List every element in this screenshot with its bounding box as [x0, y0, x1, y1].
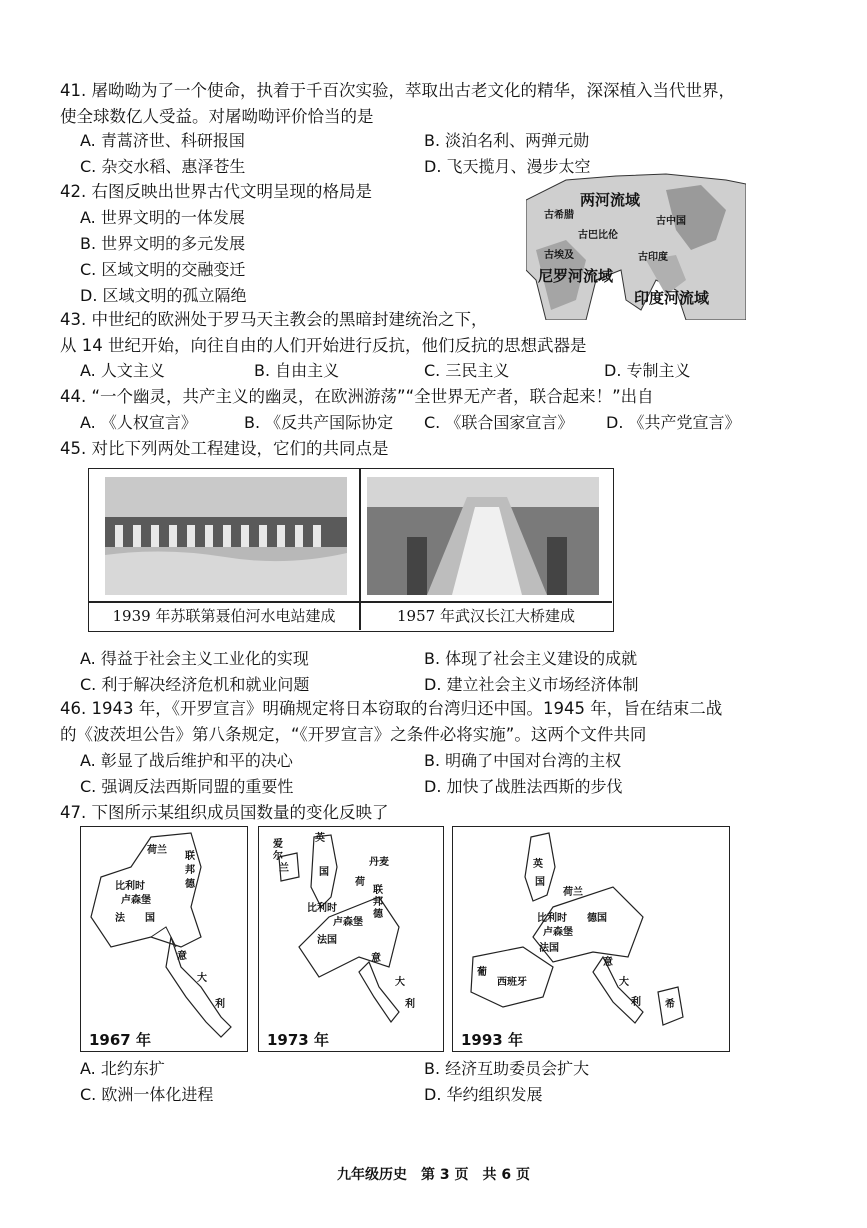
map-1973-label-guo: 国: [319, 867, 329, 878]
q42-option-c: C. 区域文明的交融变迁: [80, 260, 246, 279]
map-1967-label-de: 德: [185, 879, 195, 890]
map-label-nile: 尼罗河流域: [538, 267, 614, 285]
q46-option-c: C. 强调反法西斯同盟的重要性: [80, 777, 294, 796]
map-1973-label-luxembourg: 卢森堡: [333, 917, 363, 928]
q43-option-a: A. 人文主义: [80, 361, 165, 380]
q43-option-d: D. 专制主义: [604, 361, 691, 380]
map-1993-year: 1993 年: [461, 1031, 523, 1049]
map-1993-label-ying: 英: [533, 859, 543, 870]
map-label-ancient-egypt: 古埃及: [544, 250, 574, 261]
map-1973-label-france: 法国: [317, 935, 337, 946]
q41-option-a: A. 青蒿济世、科研报国: [80, 131, 245, 150]
map-1993-label-belgium: 比利时: [537, 913, 567, 924]
q47-option-a: A. 北约东扩: [80, 1059, 165, 1078]
ancient-civilizations-map: [526, 170, 746, 320]
q42-stem: 42. 右图反映出世界古代文明呈现的格局是: [60, 182, 372, 201]
map-label-indus: 印度河流域: [634, 289, 710, 307]
map-1973-label-denmark: 丹麦: [369, 857, 389, 868]
map-1993-label-luxembourg: 卢森堡: [543, 927, 573, 938]
q45-stem: 45. 对比下列两处工程建设，它们的共同点是: [60, 439, 389, 458]
map-label-ancient-greece: 古希腊: [544, 210, 574, 221]
q45-figure: [88, 468, 614, 632]
q46-option-b: B. 明确了中国对台湾的主权: [424, 751, 622, 770]
map-1967-label-lian: 联: [185, 851, 195, 862]
q47-option-d: D. 华约组织发展: [424, 1085, 543, 1104]
q46-stem-line1: 46. 1943 年，《开罗宣言》明确规定将日本窃取的台湾归还中国。1945 年，旨在结束二战: [60, 699, 723, 718]
map-1993-label-france: 法国: [539, 943, 559, 954]
q41-option-d: D. 飞天揽月、漫步太空: [424, 157, 591, 176]
map-1993-label-greece: 希: [665, 999, 675, 1010]
wuhan-bridge-photo: [367, 477, 599, 595]
q43-option-b: B. 自由主义: [254, 361, 340, 380]
map-1967-label-belgium: 比利时: [115, 881, 145, 892]
q44-option-d: D. 《共产党宣言》: [606, 413, 741, 432]
map-1993-label-germany: 德国: [587, 913, 607, 924]
q44-option-a: A. 《人权宣言》: [80, 413, 197, 432]
map-1973-label-bang: 邦: [373, 897, 383, 908]
map-1993: [452, 826, 730, 1052]
map-1967-drawing: [81, 827, 248, 1052]
q45-caption-right: 1957 年武汉长江大桥建成: [397, 607, 575, 625]
map-1993-label-netherlands: 荷兰: [563, 887, 583, 898]
map-1973-label-he: 荷: [355, 877, 365, 888]
map-1973-label-li: 利: [405, 999, 415, 1010]
map-1993-label-li: 利: [631, 997, 641, 1008]
q41-stem-line2: 使全球数亿人受益。对屠呦呦评价恰当的是: [60, 107, 374, 126]
map-1993-label-spain: 西班牙: [497, 977, 527, 988]
q42-option-a: A. 世界文明的一体发展: [80, 208, 245, 227]
map-1967-label-guo: 国: [145, 913, 155, 924]
map-1973-label-ying: 英: [315, 833, 325, 844]
map-1967: [80, 826, 248, 1052]
q45-option-c: C. 利于解决经济危机和就业问题: [80, 675, 310, 694]
map-label-mesopotamia: 两河流域: [580, 191, 641, 209]
q41-option-b: B. 淡泊名利、两弹元勋: [424, 131, 590, 150]
map-1973-label-yi: 意: [371, 953, 381, 964]
map-1967-label-fa: 法: [115, 913, 125, 924]
map-1993-label-guo: 国: [535, 877, 545, 888]
q45-option-b: B. 体现了社会主义建设的成就: [424, 649, 638, 668]
q45-option-d: D. 建立社会主义市场经济体制: [424, 675, 639, 694]
q45-caption-left: 1939 年苏联第聂伯河水电站建成: [112, 607, 336, 625]
q43-option-c: C. 三民主义: [424, 361, 510, 380]
q44-stem: 44. “一个幽灵，共产主义的幽灵，在欧洲游荡”“全世界无产者，联合起来！”出自: [60, 387, 654, 406]
map-1967-label-da: 大: [197, 973, 207, 984]
map-label-ancient-china: 古中国: [656, 216, 686, 227]
map-1967-label-netherlands: 荷兰: [147, 845, 167, 856]
q42-option-d: D. 区域文明的孤立隔绝: [80, 286, 247, 305]
q44-option-c: C. 《联合国家宣言》: [424, 413, 574, 432]
q41-stem-line1: 41. 屠呦呦为了一个使命，执着于千百次实验，萃取出古老文化的精华，深深植入当代世界，: [60, 81, 735, 100]
map-1993-label-da: 大: [619, 977, 629, 988]
map-1967-year: 1967 年: [89, 1031, 151, 1049]
q43-stem-line2: 从 14 世纪开始，向往自由的人们开始进行反抗，他们反抗的思想武器是: [60, 336, 587, 355]
map-1993-label-portugal: 葡: [477, 967, 487, 978]
q42-option-b: B. 世界文明的多元发展: [80, 234, 246, 253]
dnieper-dam-illustration: [105, 477, 347, 595]
q47-option-b: B. 经济互助委员会扩大: [424, 1059, 590, 1078]
map-1967-label-bang: 邦: [185, 865, 195, 876]
map-1973: [258, 826, 444, 1052]
map-1973-label-de: 德: [373, 909, 383, 920]
q46-option-d: D. 加快了战胜法西斯的步伐: [424, 777, 623, 796]
q47-option-c: C. 欧洲一体化进程: [80, 1085, 214, 1104]
wuhan-bridge-illustration: [367, 477, 599, 595]
map-1973-label-belgium: 比利时: [307, 903, 337, 914]
map-1973-label-er: 尔: [273, 851, 283, 862]
map-1993-label-yi: 意: [603, 957, 613, 968]
map-1993-drawing: [453, 827, 730, 1052]
q43-stem-line1: 43. 中世纪的欧洲处于罗马天主教会的黑暗封建统治之下，: [60, 310, 488, 329]
map-label-ancient-india: 古印度: [638, 252, 668, 263]
map-1967-label-luxembourg: 卢森堡: [121, 895, 151, 906]
q45-option-a: A. 得益于社会主义工业化的实现: [80, 649, 309, 668]
map-1973-year: 1973 年: [267, 1031, 329, 1049]
map-1967-label-li: 利: [215, 999, 225, 1010]
q46-stem-line2: 的《波茨坦公告》第八条规定，“《开罗宣言》之条件必将实施”。这两个文件共同: [60, 725, 647, 744]
q46-option-a: A. 彰显了战后维护和平的决心: [80, 751, 293, 770]
map-1973-label-lan: 兰: [279, 863, 289, 874]
map-1967-label-yi: 意: [177, 951, 187, 962]
map-1973-drawing: [259, 827, 444, 1052]
q44-option-b: B. 《反共产国际协定: [244, 413, 394, 432]
map-label-babylon: 古巴比伦: [578, 230, 618, 241]
map-1973-label-da: 大: [395, 977, 405, 988]
dnieper-dam-photo: [105, 477, 347, 595]
q47-stem: 47. 下图所示某组织成员国数量的变化反映了: [60, 803, 389, 822]
page-footer: 九年级历史 第 3 页 共 6 页: [337, 1167, 530, 1183]
map-1973-label-lian: 联: [373, 885, 383, 896]
q41-option-c: C. 杂交水稻、惠泽苍生: [80, 157, 246, 176]
map-1973-label-ai: 爱: [273, 839, 283, 850]
